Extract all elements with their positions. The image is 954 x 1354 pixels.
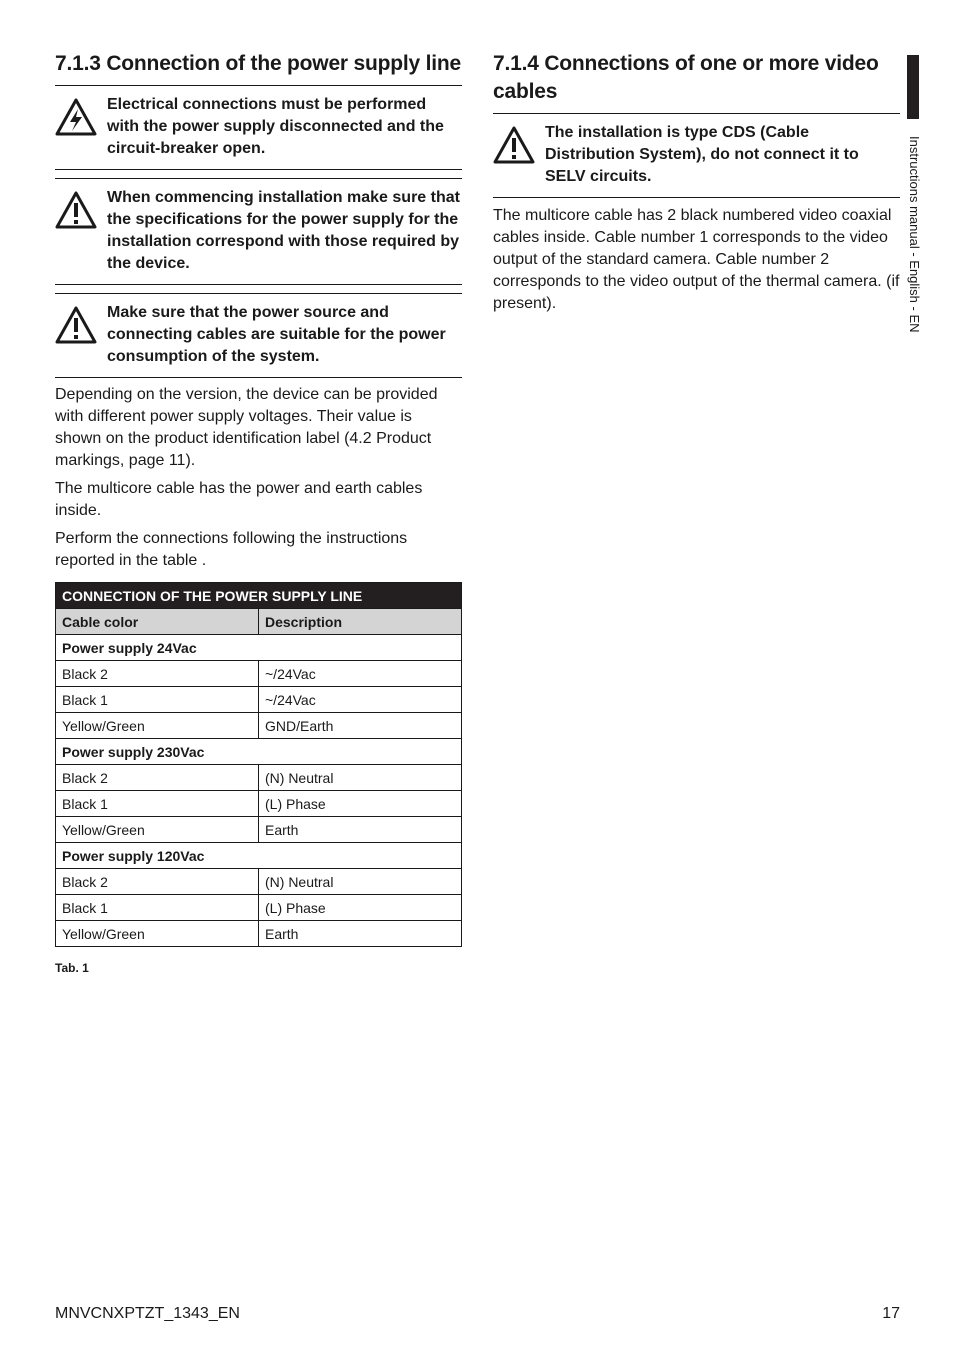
table-row: [56, 921, 462, 947]
table-group-label: Power supply 120Vac: [56, 843, 462, 869]
page-number: 17: [882, 1305, 900, 1322]
table-cell: Earth: [259, 817, 462, 843]
table-row: [56, 687, 462, 713]
table-row: [56, 765, 462, 791]
body-text: [55, 384, 462, 572]
section-title-power-supply: 7.1.3 Connection of the power supply line: [55, 52, 462, 75]
table-row: [56, 817, 462, 843]
table-cell: Black 2: [56, 661, 259, 687]
table-cell: Black 2: [56, 869, 259, 895]
warning-box: [55, 293, 462, 378]
warning-text: Make sure that the power source and connecting cables are suitable for the power consumption of the system.: [107, 304, 446, 365]
table-row: [56, 869, 462, 895]
warning-text: Electrical connections must be performed with the power supply disconnected and the circuit-breaker open.: [107, 96, 444, 157]
table-cell: Black 1: [56, 791, 259, 817]
table-cell: GND/Earth: [259, 713, 462, 739]
table-cell: Yellow/Green: [56, 921, 259, 947]
table-row: [56, 713, 462, 739]
table-cell: Black 1: [56, 687, 259, 713]
table-cell: Yellow/Green: [56, 817, 259, 843]
electrical-hazard-icon: [55, 98, 99, 141]
paragraph: Depending on the version, the device can be provided with different power supply voltages. Their value is shown on the product identification label (4.2 Product markings, page 11).: [55, 386, 438, 469]
warning-text: The installation is type CDS (Cable Distribution System), do not connect it to SELV circuits.: [545, 124, 859, 185]
table-caption: Tab. 1: [55, 961, 89, 975]
section-title-video-cables: 7.1.4 Connections of one or more video cables: [493, 52, 879, 103]
table-group-label: Power supply 24Vac: [56, 635, 462, 661]
table-cell: Black 1: [56, 895, 259, 921]
table-cell: ~/24Vac: [259, 661, 462, 687]
table-title: CONNECTION OF THE POWER SUPPLY LINE: [56, 583, 462, 609]
side-tab-marker: [907, 55, 919, 119]
side-running-title: Instructions manual - English - EN: [907, 136, 922, 333]
column-header-description: Description: [259, 609, 462, 635]
table-cell: ~/24Vac: [259, 687, 462, 713]
table-row: [56, 791, 462, 817]
table-cell: Yellow/Green: [56, 713, 259, 739]
table-cell: Black 2: [56, 765, 259, 791]
warning-text: When commencing installation make sure that the specifications for the power supply for the installation correspond with those required by the device.: [107, 189, 460, 272]
power-supply-table: [55, 582, 462, 947]
paragraph: The multicore cable has the power and earth cables inside.: [55, 480, 423, 519]
section-power-supply: [55, 50, 462, 975]
table-group-label: Power supply 230Vac: [56, 739, 462, 765]
document-code: MNVCNXPTZT_1343_EN: [55, 1305, 240, 1322]
caution-icon: [55, 191, 99, 234]
table-cell: Earth: [259, 921, 462, 947]
caution-icon: [55, 306, 99, 349]
table-row: [56, 895, 462, 921]
section-video-cables: [493, 50, 900, 315]
caution-icon: [493, 126, 537, 169]
column-header-cable-color: Cable color: [56, 609, 259, 635]
paragraph: The multicore cable has 2 black numbered video coaxial cables inside. Cable number 1 corresponds to the video output of the standard camera. Cable number 2 corresponds to the video output of the thermal camera. (if present).: [493, 207, 900, 312]
table-cell: (L) Phase: [259, 895, 462, 921]
warning-box: [55, 85, 462, 170]
body-text: [493, 205, 900, 315]
table-cell: (L) Phase: [259, 791, 462, 817]
table-cell: (N) Neutral: [259, 869, 462, 895]
warning-box: [493, 113, 900, 198]
paragraph: Perform the connections following the instructions reported in the table .: [55, 530, 408, 569]
table-cell: (N) Neutral: [259, 765, 462, 791]
table-row: [56, 661, 462, 687]
warning-box: [55, 178, 462, 285]
